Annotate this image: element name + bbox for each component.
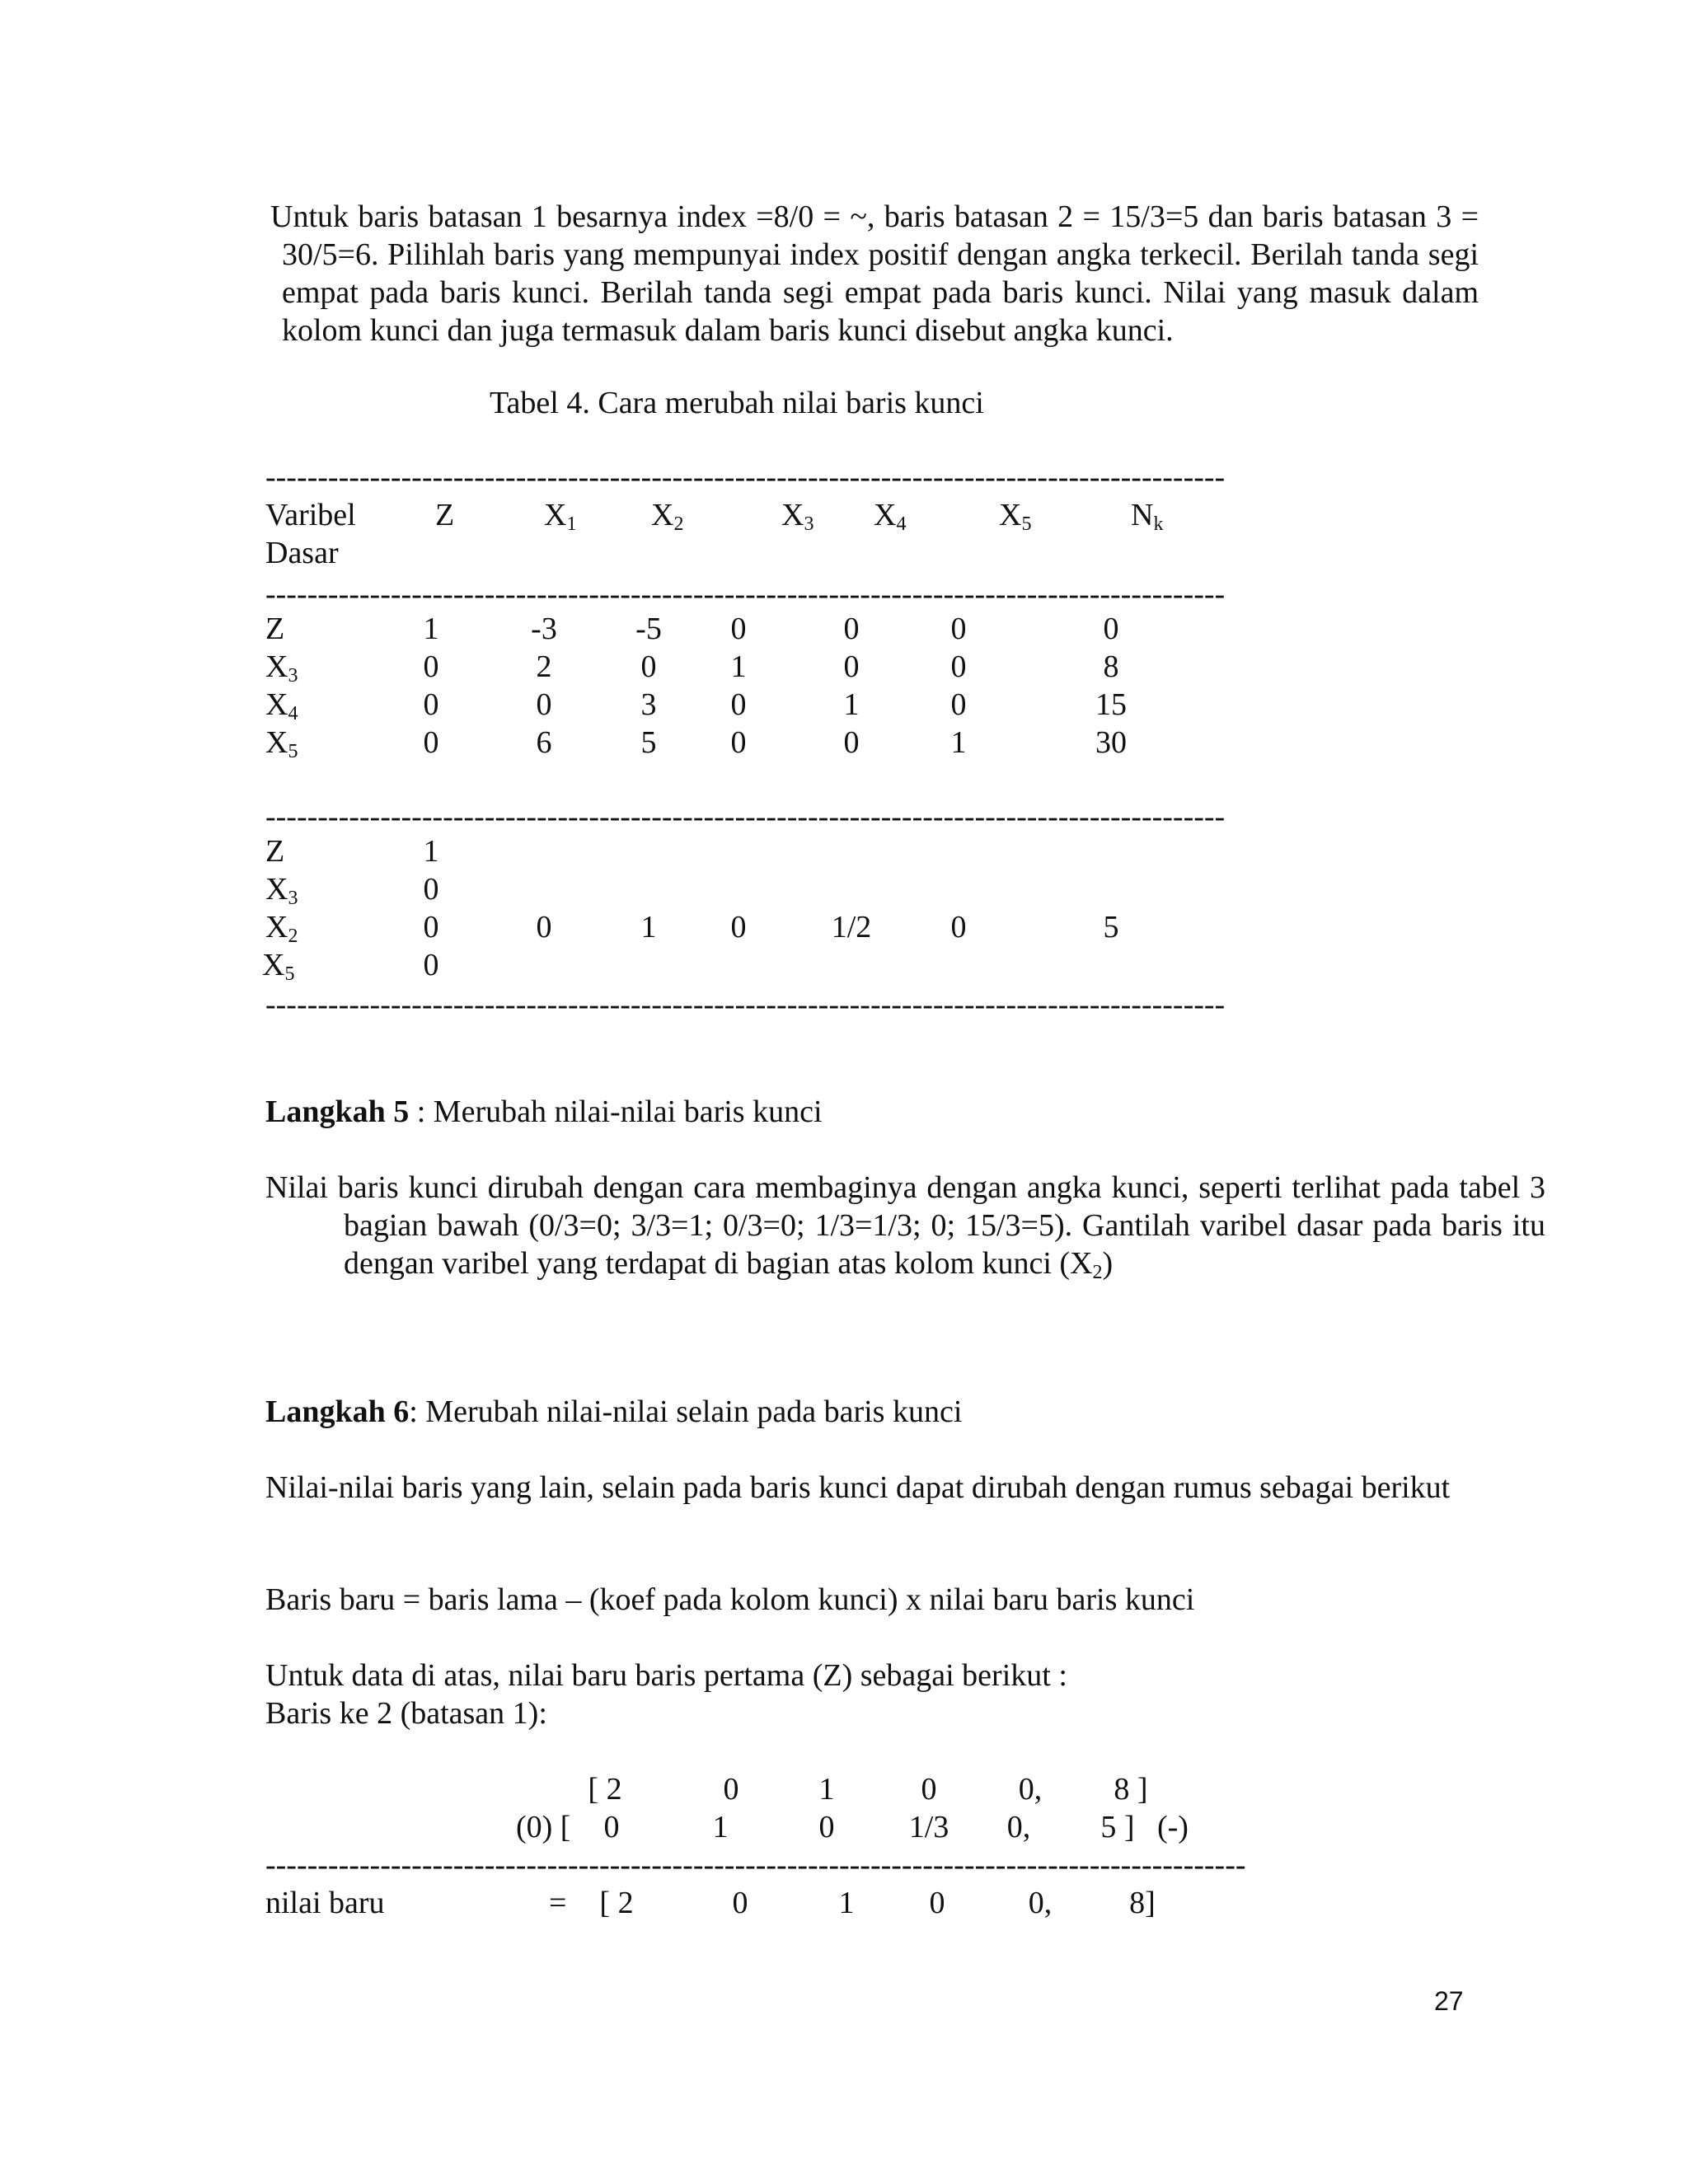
row-variable-subscript: 5 [288,741,298,762]
header-col-label: X [999,498,1022,532]
table-cell: 1/2 [831,910,872,944]
table-caption: Tabel 4. Cara merubah nilai baris kunci [490,386,984,420]
step6-heading [265,1393,962,1431]
table-cell: 0 [730,910,747,944]
row-variable [265,610,284,648]
calc-row1-cell: 0 [921,1772,937,1807]
page-number: 27 [1434,1986,1464,2016]
calc-result-cell: [ 2 [599,1886,634,1920]
header-col-subscript: k [1153,513,1164,535]
calc-row2-cell: 1 [712,1810,729,1844]
step5-heading-text: : Merubah nilai-nilai baris kunci [409,1094,823,1129]
data-intro-line-2: Baris ke 2 (batasan 1): [265,1696,547,1731]
row-variable-subscript: 5 [284,963,295,985]
table-cell: 0 [950,687,967,722]
row-variable [265,832,284,870]
table-cell: 0 [423,687,439,722]
header-col-label: Z [435,498,455,532]
table-cell: 0 [423,649,439,684]
table-cell: 0 [843,725,860,760]
header-col-subscript: 5 [1021,513,1032,535]
row-variable-label: X [265,725,288,760]
data-intro-line: Untuk data di atas, nilai baru baris pertama (Z) sebagai berikut : [265,1658,1067,1693]
table-rule-middle: -------------------------------------------------------------------------------------------- [265,799,1226,834]
table-cell: 3 [640,687,657,722]
table-cell: 5 [1103,910,1119,944]
step6-paragraph: Nilai-nilai baris yang lain, selain pada baris kunci dapat dirubah dengan rumus sebagai berikut [265,1470,1451,1505]
table-rule-header: -------------------------------------------------------------------------------------------- [265,577,1226,612]
table-cell: 1 [843,687,860,722]
calc-result-cell: 0 [732,1886,748,1920]
row-variable-subscript: 3 [288,888,298,909]
table-rule-bottom: -------------------------------------------------------------------------------------------- [265,987,1226,1022]
header-col-label: X [781,498,804,532]
calc-row1-cell: 0 [723,1772,739,1807]
table-cell: 8 [1103,649,1119,684]
step5-paragraph-end: ) [1102,1246,1114,1281]
header-col-subscript: 3 [804,513,814,535]
table-cell: 2 [536,649,552,684]
calc-result-cell: 0, [1028,1886,1053,1920]
step5-paragraph-subscript: 2 [1092,1262,1103,1283]
step6-heading-bold: Langkah 6 [265,1394,410,1429]
calc-row2-cell: 0 [603,1810,620,1844]
header-col-x3 [781,496,814,534]
table-cell: 1 [640,910,657,944]
row-variable [265,686,298,724]
calc-row2-cell: 0, [1006,1810,1031,1844]
row-variable-label: X [262,948,285,982]
header-col-label: X [544,498,567,532]
calc-result-equals: = [549,1886,567,1920]
table-cell: 1 [730,649,747,684]
header-col-x4 [874,496,906,534]
table-cell: 0 [423,725,439,760]
intro-paragraph: Untuk baris batasan 1 besarnya index =8/0 = ~, baris batasan 2 = 15/3=5 dan baris batasan 3 = 30/5=6. Pilihlah baris yang mempunyai index positif dengan angka terkecil. Berilah tanda segi empat pada baris kunci. Berilah tanda segi empat pada baris kunci. Nilai yang masuk dalam kolom kunci dan juga termasuk dalam baris kunci disebut angka kunci. [270,199,1479,348]
header-col-label: N [1131,498,1154,532]
calc-result-cell: 8] [1129,1886,1156,1920]
table-cell: -3 [531,612,557,646]
calc-row1-cell: 1 [818,1772,835,1807]
header-var-label-line2: Dasar [265,536,339,570]
table-cell: 0 [950,649,967,684]
table-cell: 0 [640,649,657,684]
calc-subtract-sign: (-) [1157,1810,1189,1844]
calc-row1-cell: [ 2 [588,1772,622,1807]
table-cell: 0 [730,687,747,722]
row-variable [265,908,298,946]
step5-heading-bold: Langkah 5 [265,1094,410,1129]
row-variable-label: Z [265,612,285,646]
table-cell: 0 [843,649,860,684]
table-cell: 0 [536,687,552,722]
row-variable-label: X [265,910,288,944]
row-variable-label: X [265,872,288,907]
calc-row1-cell: 0, [1018,1772,1043,1807]
calc-rule: ---------------------------------------------------------------------------------------------- [265,1848,1246,1882]
row-variable-subscript: 4 [288,703,298,724]
table-cell: 1 [423,612,439,646]
step5-heading [265,1093,823,1131]
header-col-subscript: 1 [566,513,577,535]
header-col-x1 [544,496,576,534]
table-cell: 30 [1095,725,1127,760]
step5-paragraph-main: Nilai baris kunci dirubah dengan cara membaginya dengan angka kunci, seperti terlihat pada tabel 3 bagian bawah (0/3=0; 3/3=1; 0/3=0; 1/3=1/3; 0; 15/3=5). Gantilah varibel dasar pada baris itu dengan varibel yang terdapat di bagian atas kolom kunci (X [265,1170,1545,1281]
step5-paragraph [265,1169,1545,1282]
header-col-subscript: 2 [673,513,684,535]
header-col-label: X [651,498,674,532]
row-variable-subscript: 3 [288,665,298,687]
table-cell: 0 [423,872,439,907]
header-var-label-line1: Varibel [265,498,356,532]
header-col-x5 [999,496,1031,534]
row-variable [265,648,298,686]
row-variable-label: X [265,649,288,684]
table-cell: 0 [536,910,552,944]
table-cell: 6 [536,725,552,760]
row-variable [265,870,298,908]
header-col-label: X [874,498,897,532]
calc-result-cell: 1 [838,1886,855,1920]
table-cell: 0 [843,612,860,646]
row-variable [262,946,294,984]
table-cell: 0 [950,910,967,944]
calc-row2-cell: 1/3 [908,1810,950,1844]
header-col-nk [1131,496,1163,534]
header-col-z [435,496,454,534]
row-variable-subscript: 2 [288,926,298,947]
table-cell: 5 [640,725,657,760]
calc-result-cell: 0 [929,1886,945,1920]
table-cell: 0 [950,612,967,646]
formula-line: Baris baru = baris lama – (koef pada kolom kunci) x nilai baru baris kunci [265,1582,1195,1617]
row-variable-label: Z [265,834,285,869]
table-cell: -5 [635,612,662,646]
row-variable [265,724,298,762]
table-cell: 15 [1095,687,1127,722]
calc-row2-cell: 5 ] [1100,1810,1135,1844]
table-cell: 1 [950,725,967,760]
table-cell: 0 [423,948,439,982]
header-col-x2 [651,496,683,534]
table-cell: 0 [730,725,747,760]
calc-row1-cell: 8 ] [1114,1772,1148,1807]
table-rule-top: -------------------------------------------------------------------------------------------- [265,460,1226,494]
step6-heading-text: : Merubah nilai-nilai selain pada baris kunci [409,1394,963,1429]
header-col-subscript: 4 [896,513,907,535]
table-cell: 0 [1103,612,1119,646]
calc-multiplier: (0) [ [516,1810,571,1844]
calc-row2-cell: 0 [818,1810,835,1844]
table-cell: 1 [423,834,439,869]
table-cell: 0 [423,910,439,944]
table-cell: 0 [730,612,747,646]
calc-result-label: nilai baru [265,1886,385,1920]
row-variable-label: X [265,687,288,722]
